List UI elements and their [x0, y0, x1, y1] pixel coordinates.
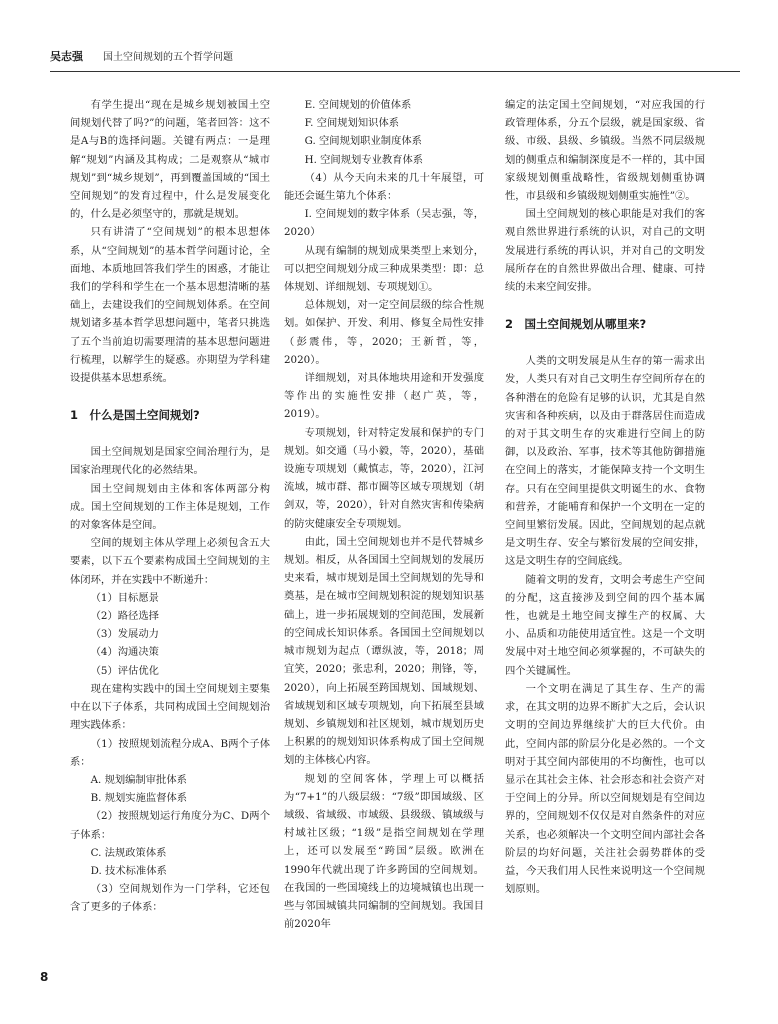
list-item: （1）目标愿景 [90, 591, 159, 604]
running-header [50, 48, 740, 66]
list-item: D. 技术标准体系 [90, 864, 167, 877]
paragraph: 空间的规划主体从学理上必须包含五大要素，以下五个要素构成国土空间规划的主体闭环，并在实践中不断递升： [70, 537, 270, 586]
column-2 [284, 96, 484, 956]
paragraph: 从现有编制的规划成果类型上来划分，可以把空间规划分成三种成果类型：即：总体规划、详细规划、专项规划①。 [284, 244, 484, 294]
paragraph: 有学生提出“现在是城乡规划被国土空间规划代替了吗?”的问题，笔者回答：这不是A与B的选择问题。关键有两点：一是理解“规划”内涵及其构成；二是观察从“城市规划”到“城乡规划”，再到覆盖国域的“国土空间规划”的发育过程中，什么是发展变化的，什么是必须坚守的，那就是规划。 [70, 99, 270, 221]
list-item: （5）评估优化 [90, 664, 159, 677]
list-item: （4）沟通决策 [90, 646, 159, 659]
paragraph: 随着文明的发育，文明会考虑生产空间的分配，这直接涉及到空间的四个基本属性，也就是土地空间支撑生产的权属、大小、品质和功能使用适宜性。这是一个文明发展中对土地空间必须掌握的，不可缺失的四个关键属性。 [505, 573, 705, 677]
list-item: H. 空间规划专业教育体系 [304, 153, 424, 166]
paragraph: 由此，国土空间规划也并不是代替城乡规划。相反，从各国国土空间规划的发展历史来看，城市规划是国土空间规划的先导和奠基，是在城市空间规划积淀的规划知识基础上，进一步拓展规划的空间范围，发展新的空间成长知识体系。各国国土空间规划以城市规划为起点（谭纵波，等，2018；周宜笑，2020；张忠利，2020；荆锋，等，2020），向上拓展至跨国规划、国域规划、省域规划和区域专项规划，向下拓展至县域规划、乡镇规划和社区规划，城市规划历史上积累的的规划知识体系构成了国土空间规划的主体核心内容。 [284, 535, 484, 767]
paragraph: （1）按照规划流程分成A、B两个子体系： [70, 737, 270, 768]
section-heading-2: 2 国土空间规划从哪里来? [505, 317, 647, 332]
list-item: E. 空间规划的价值体系 [304, 99, 412, 111]
paragraph: 专项规划，针对特定发展和保护的专门规划。如交通（马小毅，等，2020），基础设施专项规划（戴慎志，等，2020），江河流域，城市群、都市圈等区域专项规划（胡剑双，等，2020），针对自然灾害和传染病的防灾健康安全专项规划。 [284, 426, 484, 530]
list-item: A. 规划编制审批体系 [90, 773, 187, 786]
paragraph: 国土空间规划由主体和客体两部分构成。国土空间规划的工作主体是规划，工作的对象客体是空间。 [70, 482, 270, 532]
paragraph: 国土空间规划的核心职能是对我们的客观自然世界进行系统的认识，对自己的文明发展进行系统的再认识，并对自己的文明发展所存在的自然世界做出合理、健康、可持续的未来空间安排。 [505, 208, 705, 294]
list-item: F. 空间规划知识体系 [304, 117, 400, 130]
column-1 [70, 96, 270, 956]
list-item: B. 规划实施监督体系 [90, 792, 188, 805]
paragraph: I. 空间规划的数字体系（吴志强，等，2020） [284, 208, 484, 239]
page-number: 8 [40, 970, 49, 984]
paragraph: 规划的空间客体，学理上可以概括为“7+1”的八级层级：“7级”即国域级、区域级、省域级、市域级、县级级、镇域级与村域社区级；“1级”是指空间规划在学理上，还可以发展至“跨国”层级。欧洲在1990年代就出现了许多跨国的空间规划。在我国的一些国境线上的边境城镇也出现一些与邻国城镇共同编制的空间规划。我国目前2020年 [284, 772, 484, 931]
paragraph: 只有讲清了“空间规划”的根本思想体系，从“空间规划”的基本哲学问题讨论，全面地、本质地回答我们学生的困惑，才能让我们的学科和学生在一个基本思想清晰的基础上，去建设我们的空间规划体系。在空间规划诸多基本哲学思想问题中，笔者只挑选了五个当前迫切需要理清的基本思想问题进行梳理，以解学生的疑惑。亦期望为学科建设提供基本思想系统。 [70, 226, 270, 385]
paragraph: 总体规划，对一定空间层级的综合性规划。如保护、开发、利用、修复全局性安排（彭震伟，等，2020；王新哲，等，2020）。 [284, 299, 484, 366]
paragraph: （3）空间规划作为一门学科，它还包含了更多的子体系： [70, 883, 270, 914]
paragraph: 一个文明在满足了其生存、生产的需求，在其文明的边界不断扩大之后，会认识文明的空间边界继续扩大的巨大代价。由此，空间内部的阶层分化是必然的。一个文明对于其空间内部使用的不均衡性，也可以显示在其社会主体、社会形态和社会资产对于空间上的分异。所以空间规划是有空间边界的，空间规划不仅仅是对自然条件的对应关系，也必须解决一个文明空间内部社会各阶层的均好问题，关注社会弱势群体的受益，今天我们用人民性来说明这一个空间规划原则。 [505, 682, 705, 896]
list-item: （2）路径选择 [90, 610, 159, 623]
header-title: 国土空间规划的五个哲学问题 [103, 52, 233, 63]
paragraph: 人类的文明发展是从生存的第一需求出发，人类只有对自己文明生存空间所存在的各种潜在的危险有足够的认识，尤其是自然灾害和各种疾病，以及由于群落居住而造成的对于其文明生存的灾难进行空间上的防御，以及政治、军事，技术等其他防御措施在空间上的落实，才能保障支持一个文明生存。只有在空间里提供文明诞生的水、食物和营养，才能哺育和保护一个文明在一定的空间里繁衍发展。因此，空间规划的起点就是文明生存、安全与繁衍发展的空间安排，这是文明生存的空间底线。 [505, 355, 705, 568]
header-author: 吴志强 [50, 50, 83, 63]
list-item: G. 空间规划职业制度体系 [304, 135, 422, 148]
paragraph: （4）从今天向未来的几十年展望，可能还会诞生第九个体系： [284, 171, 484, 203]
paragraph: （2）按照规划运行角度分为C、D两个子体系： [70, 810, 270, 841]
paragraph: 国土空间规划是国家空间治理行为，是国家治理现代化的必然结果。 [70, 446, 270, 477]
section-heading-1: 1 什么是国土空间规划? [70, 408, 200, 423]
header-rule [50, 71, 740, 72]
list-item: （3）发展动力 [90, 628, 159, 641]
column-3 [505, 96, 705, 956]
list-item: C. 法规政策体系 [90, 846, 167, 859]
paragraph: 编定的法定国土空间规划，“对应我国的行政管理体系，分五个层级，就是国家级、省级、市级、县级、乡镇级。当然不同层级规划的侧重点和编制深度是不一样的，其中国家级规划侧重战略性，省级规划侧重协调性，市县级和乡镇级规划侧重实施性”②。 [505, 99, 705, 203]
paragraph: 详细规划，对具体地块用途和开发强度等作出的实施性安排（赵广英，等，2019）。 [284, 372, 484, 421]
paragraph: 现在建构实践中的国土空间规划主要集中在以下子体系，共同构成国土空间规划治理实践体系： [70, 682, 270, 732]
